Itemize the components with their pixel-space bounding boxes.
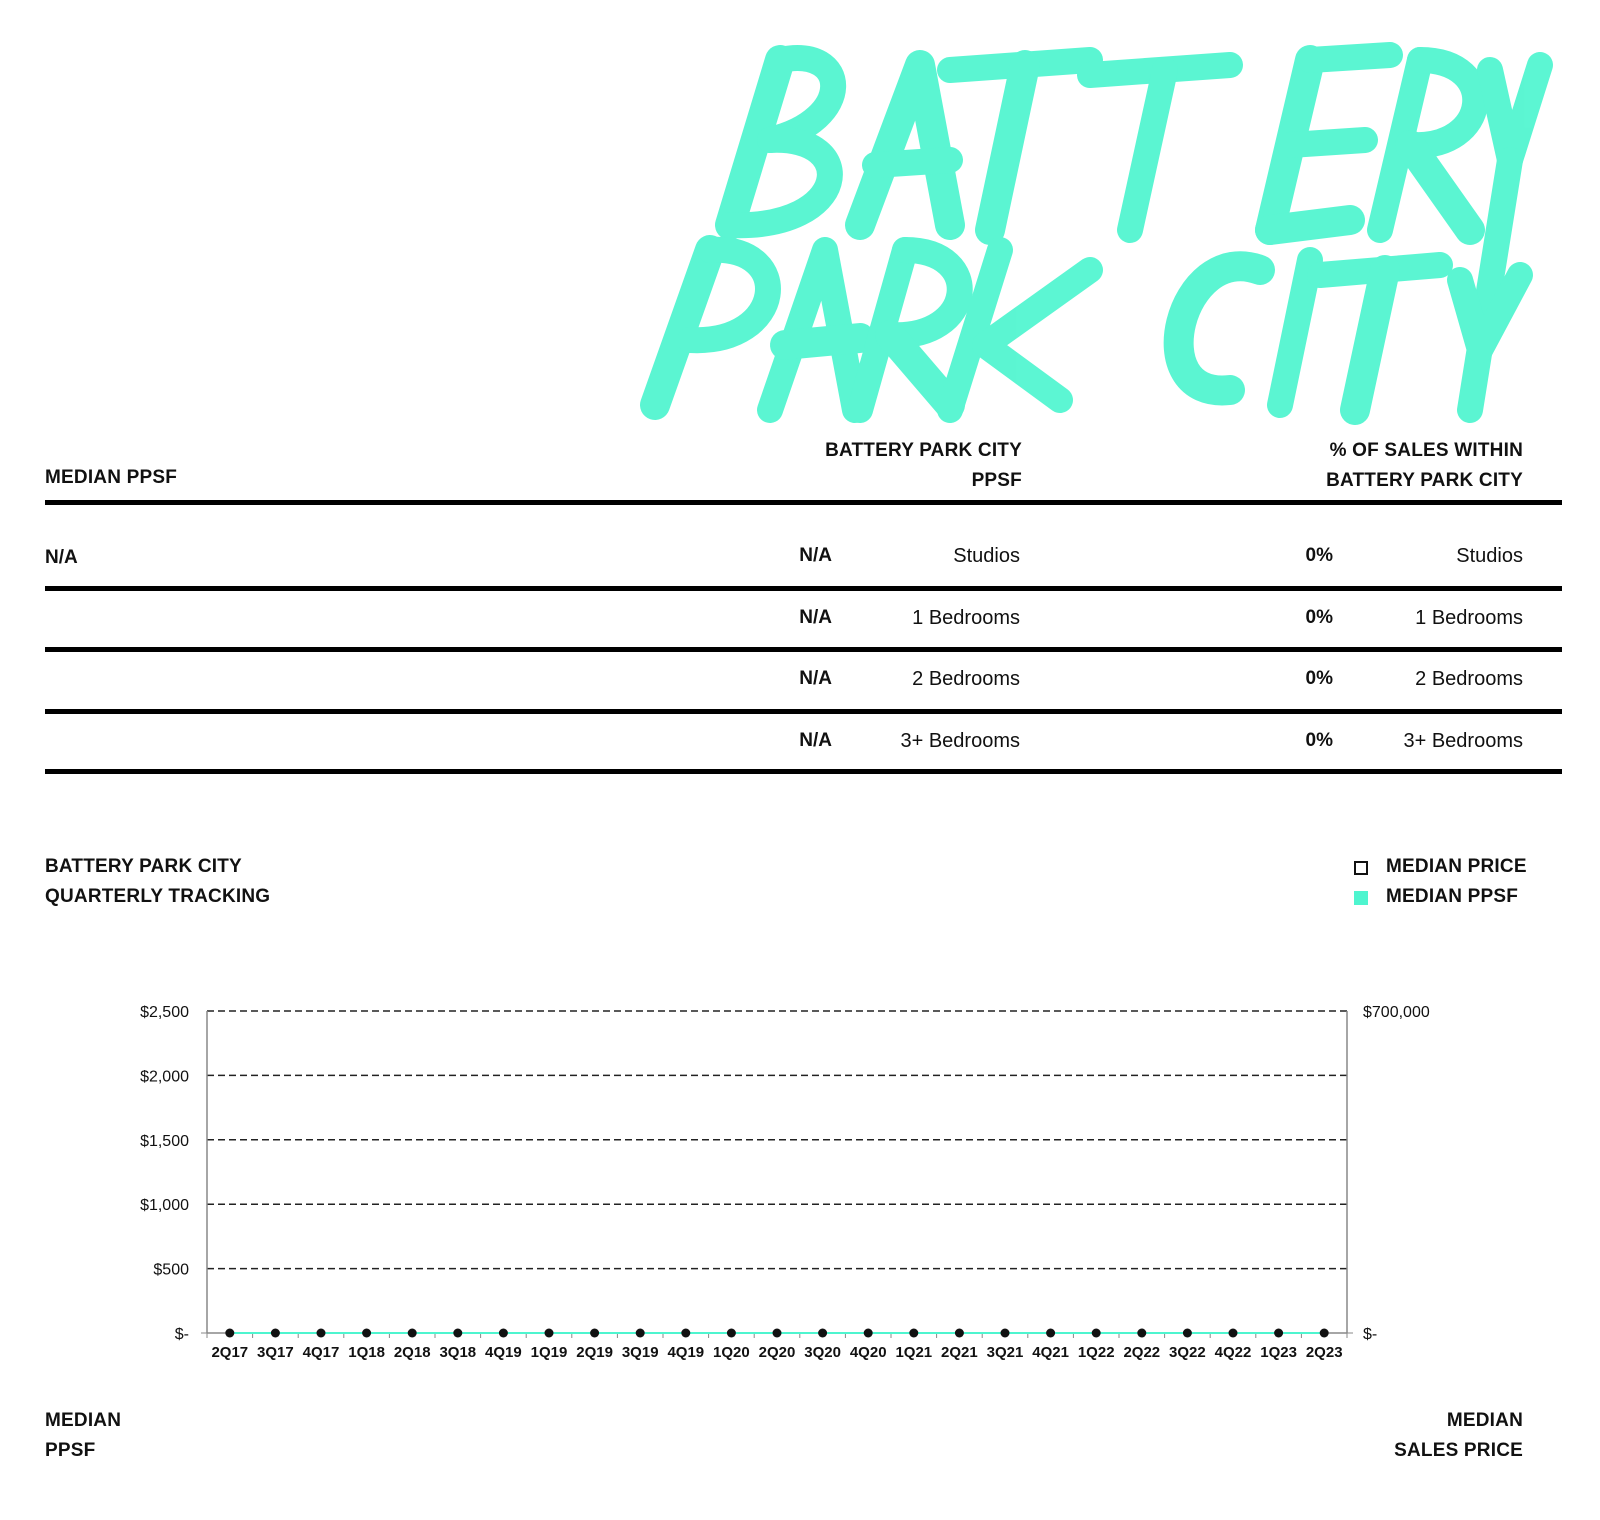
row-pct-value: 0% (1305, 607, 1333, 628)
row-label: Studios (953, 545, 1020, 567)
right-axis-title-line1: MEDIAN (1446, 1410, 1523, 1431)
x-tick-label: 1Q20 (713, 1344, 750, 1361)
y-left-tick-label: $2,500 (140, 1004, 189, 1021)
data-point-median-price (636, 1329, 645, 1338)
row-label-2: Studios (1456, 545, 1523, 567)
data-point-median-price (1320, 1329, 1329, 1338)
legend-label-median-price: MEDIAN PRICE (1386, 856, 1527, 877)
x-tick-label: 3Q22 (1169, 1344, 1206, 1361)
overall-ppsf-value: N/A (45, 547, 78, 568)
data-point-median-price (271, 1329, 280, 1338)
data-point-median-price (681, 1329, 690, 1338)
x-tick-label: 4Q20 (849, 1344, 887, 1361)
y-left-tick-label: $1,500 (140, 1132, 189, 1150)
y-right-tick-label: $- (1363, 1326, 1378, 1343)
data-point-median-price (453, 1329, 462, 1338)
data-point-median-price (590, 1329, 599, 1338)
x-tick-label: 4Q22 (1214, 1344, 1252, 1361)
row-pct-value: 0% (1305, 730, 1333, 751)
x-tick-label: 1Q21 (895, 1344, 933, 1361)
median-ppsf-header: MEDIAN PPSF (45, 467, 178, 488)
x-tick-label: 3Q19 (621, 1344, 659, 1361)
data-point-median-price (225, 1329, 234, 1338)
x-tick-label: 2Q23 (1305, 1344, 1343, 1361)
x-tick-label: 4Q19 (485, 1344, 522, 1361)
tracking-title-line1: BATTERY PARK CITY (45, 856, 242, 877)
y-left-tick-label: $1,000 (140, 1197, 189, 1215)
y-left-tick-label: $- (174, 1326, 189, 1343)
x-tick-label: 3Q18 (439, 1344, 477, 1361)
row-pct-value: 0% (1305, 545, 1333, 566)
row-ppsf-value: N/A (799, 607, 832, 628)
x-tick-label: 4Q19 (667, 1344, 705, 1361)
x-tick-label: 3Q17 (257, 1344, 294, 1361)
data-point-median-price (1229, 1329, 1238, 1338)
data-point-median-price (1274, 1329, 1283, 1338)
data-point-median-price (545, 1329, 554, 1338)
x-tick-label: 4Q21 (1032, 1344, 1069, 1361)
row-ppsf-value: N/A (799, 545, 832, 566)
data-point-median-price (864, 1329, 873, 1338)
left-axis-title-line1: MEDIAN (45, 1410, 122, 1431)
bpc-ppsf-header-line1: BATTERY PARK CITY (825, 440, 1022, 461)
x-tick-label: 1Q23 (1260, 1344, 1297, 1361)
row-ppsf-value: N/A (799, 730, 832, 751)
pct-sales-header-line2: BATTERY PARK CITY (1326, 470, 1523, 491)
legend-label-median-ppsf: MEDIAN PPSF (1386, 886, 1519, 907)
data-point-median-price (955, 1329, 964, 1338)
data-point-median-price (1137, 1329, 1146, 1338)
row-label: 1 Bedrooms (912, 607, 1020, 629)
y-left-tick-label: $500 (153, 1261, 189, 1279)
left-axis-title-line2: PPSF (45, 1440, 96, 1461)
data-point-median-price (1183, 1329, 1192, 1338)
tracking-title-line2: QUARTERLY TRACKING (45, 886, 271, 907)
x-tick-label: 2Q20 (758, 1344, 796, 1361)
row-label-2: 3+ Bedrooms (1403, 730, 1523, 752)
row-ppsf-value: N/A (799, 668, 832, 689)
x-tick-label: 4Q17 (302, 1344, 340, 1361)
data-point-median-price (362, 1329, 371, 1338)
row-pct-value: 0% (1305, 668, 1333, 689)
y-right-tick-label: $700,000 (1363, 1004, 1430, 1021)
right-axis-title-line2: SALES PRICE (1394, 1440, 1523, 1461)
x-tick-label: 1Q22 (1077, 1344, 1115, 1361)
data-point-median-price (727, 1329, 736, 1338)
x-tick-label: 3Q20 (804, 1344, 841, 1361)
y-left-tick-label: $2,000 (140, 1068, 189, 1086)
x-tick-label: 2Q21 (941, 1344, 978, 1361)
x-tick-label: 1Q19 (530, 1344, 568, 1361)
data-point-median-price (909, 1329, 918, 1338)
row-label-2: 2 Bedrooms (1415, 668, 1523, 690)
row-label: 2 Bedrooms (912, 668, 1020, 690)
data-point-median-price (1001, 1329, 1010, 1338)
data-point-median-price (773, 1329, 782, 1338)
x-tick-label: 2Q22 (1123, 1344, 1161, 1361)
data-point-median-price (1092, 1329, 1101, 1338)
pct-sales-header-line1: % OF SALES WITHIN (1329, 440, 1523, 461)
data-point-median-price (1046, 1329, 1055, 1338)
x-tick-label: 2Q19 (576, 1344, 613, 1361)
data-point-median-price (408, 1329, 417, 1338)
x-tick-label: 1Q18 (348, 1344, 385, 1361)
x-tick-label: 2Q18 (393, 1344, 431, 1361)
data-point-median-price (818, 1329, 827, 1338)
row-label: 3+ Bedrooms (900, 730, 1020, 752)
data-point-median-price (317, 1329, 326, 1338)
row-label-2: 1 Bedrooms (1415, 607, 1523, 629)
data-point-median-price (499, 1329, 508, 1338)
x-tick-label: 2Q17 (211, 1344, 249, 1361)
x-tick-label: 3Q21 (986, 1344, 1024, 1361)
bpc-ppsf-header-line2: PPSF (971, 470, 1022, 491)
